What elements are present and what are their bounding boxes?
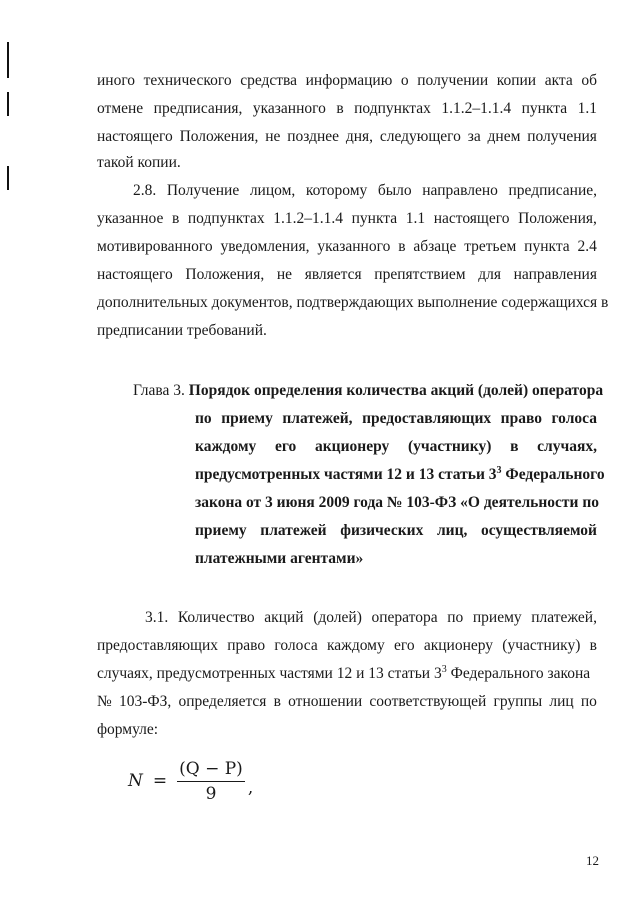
text-line: иного технического средства информацию о получении копии акта об (97, 72, 597, 89)
text-line: настоящего Положения, не позднее дня, следующего за днем получения (97, 128, 597, 145)
scan-margin-mark (7, 92, 9, 116)
chapter-heading-line: Глава 3. Порядок определения количества акций (долей) оператора (133, 382, 604, 399)
formula-denominator: 9 (205, 784, 217, 804)
text-line: мотивированного уведомления, указанного в абзаце третьем пункта 2.4 (97, 238, 597, 255)
text-line: такой копии. (97, 154, 181, 171)
chapter-prefix: Глава 3. (133, 382, 185, 399)
text-line: формуле: (97, 721, 159, 738)
chapter-heading-line: платежными агентами» (195, 550, 364, 567)
formula-lhs: N (128, 770, 143, 791)
formula-numerator: (Q − P) (179, 759, 243, 779)
chapter-heading-line: закона от 3 июня 2009 года № 103-ФЗ «О деятельности по (195, 494, 599, 511)
text-line: 3.1. Количество акций (долей) оператора по приему платежей, (145, 609, 597, 626)
formula-equals: = (152, 770, 168, 791)
text-line: настоящего Положения, не является препятствием для направления (97, 266, 597, 283)
chapter-heading-line: по приему платежей, предоставляющих право голоса (195, 410, 597, 427)
page-number: 12 (586, 853, 599, 868)
text-line: 2.8. Получение лицом, которому было направлено предписание, (133, 182, 597, 199)
text-line: предписании требований. (97, 322, 267, 339)
scan-margin-mark (7, 42, 9, 78)
scan-margin-mark (7, 166, 9, 190)
text-line: отмене предписания, указанного в подпунктах 1.1.2–1.1.4 пункта 1.1 (97, 100, 597, 117)
chapter-heading-line: каждому его акционеру (участнику) в случаях, (195, 438, 597, 455)
text-line: дополнительных документов, подтверждающих выполнение содержащихся в (97, 294, 609, 311)
chapter-heading-line: приему платежей физических лиц, осуществляемой (195, 522, 597, 539)
chapter-heading-line: предусмотренных частями 12 и 13 статьи $3^3$ Федерального (195, 465, 605, 483)
formula-fraction (177, 759, 245, 804)
text-line: случаях, предусмотренных частями 12 и 13 статьи $3^3$ Федерального закона (97, 664, 591, 682)
text-line: предоставляющих право голоса каждому его акционеру (участнику) в (97, 637, 597, 654)
text-line: № 103-ФЗ, определяется в отношении соответствующей группы лиц по (97, 693, 597, 710)
formula-trailing: , (247, 777, 254, 798)
formula (128, 757, 253, 804)
text-line: указанное в подпунктах 1.1.2–1.1.4 пункта 1.1 настоящего Положения, (97, 210, 597, 227)
